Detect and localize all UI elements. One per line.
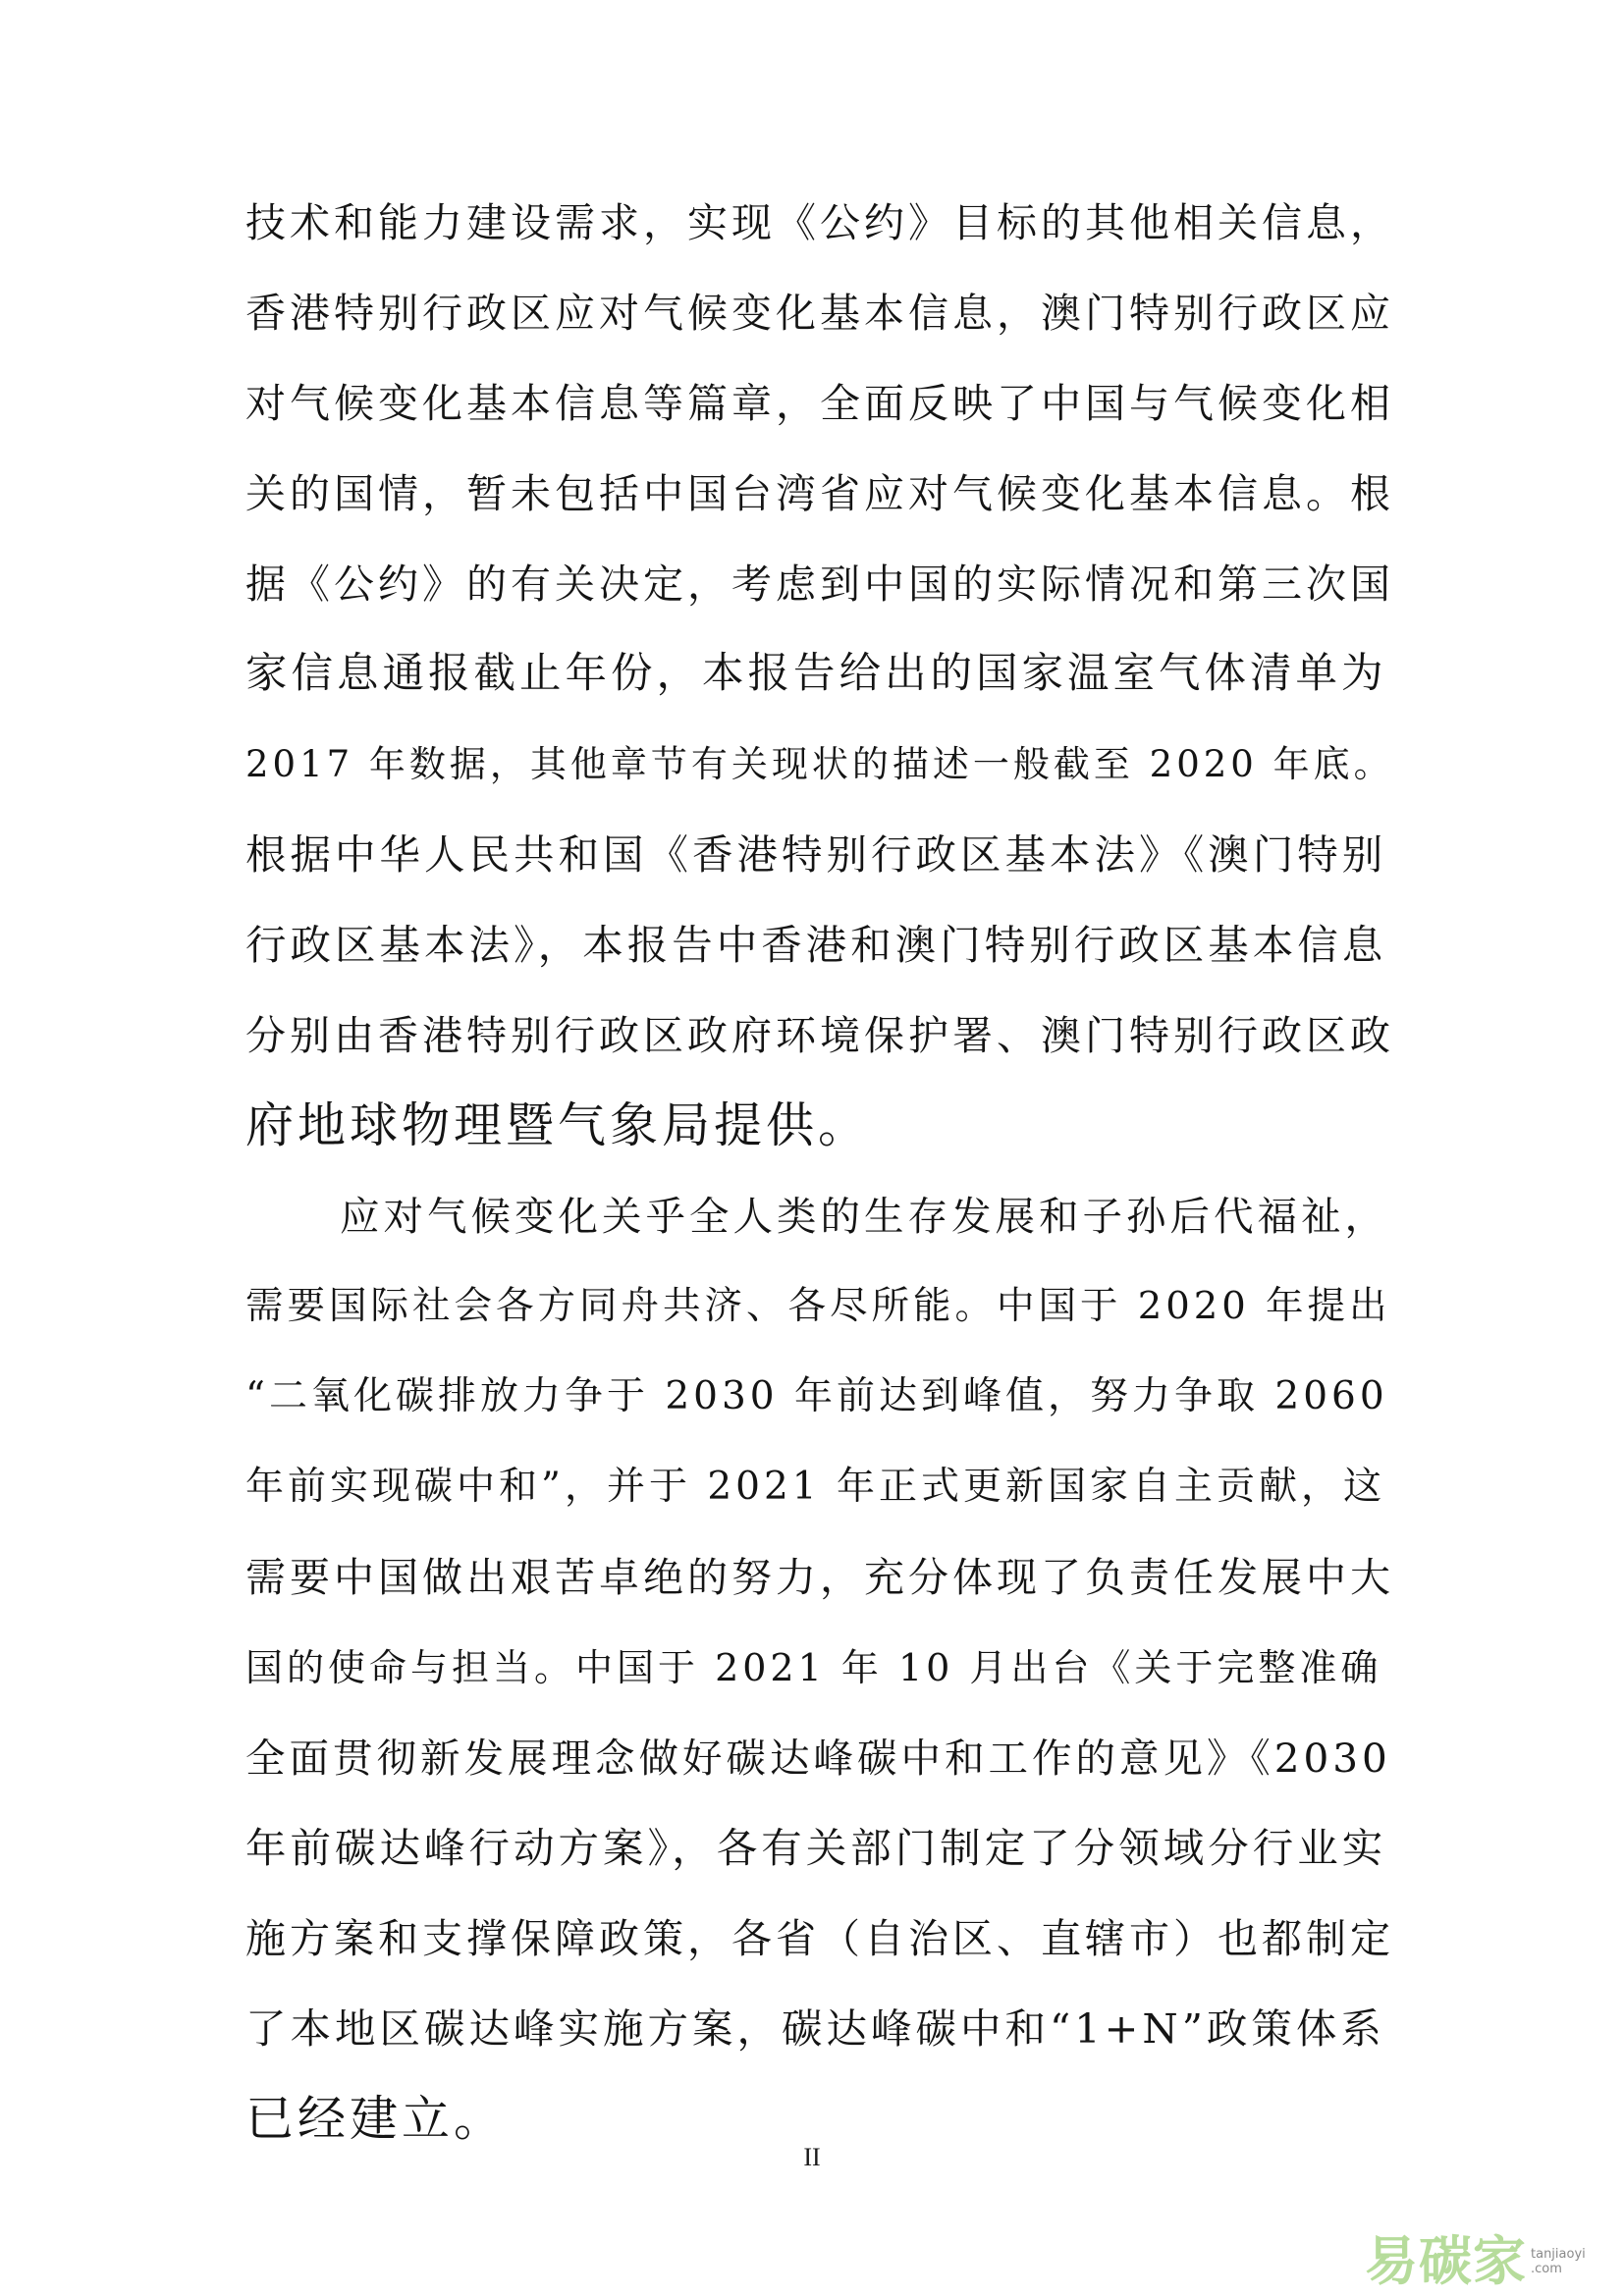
text-line: 了本地区碳达峰实施方案，碳达峰碳中和“1+N”政策体系 [245, 2004, 1385, 2053]
text-line: “二氧化碳排放力争于 2030 年前达到峰值，努力争取 2060 [245, 1374, 1388, 1418]
text-line: 施方案和支撑保障政策，各省（自治区、直辖市）也都制定 [245, 1915, 1394, 1962]
text-line: 府地球物理暨气象局提供。 [245, 1097, 871, 1153]
body-text [245, 185, 1394, 2171]
text-line: 全面贯彻新发展理念做好碳达峰碳中和工作的意见》《2030 [245, 1735, 1391, 1782]
text-line: 分别由香港特别行政区政府环境保护署、澳门特别行政区政 [245, 1012, 1394, 1059]
page-number: II [803, 2143, 821, 2171]
text-line: 香港特别行政区应对气候变化基本信息，澳门特别行政区应 [245, 290, 1394, 337]
text-line: 对气候变化基本信息等篇章，全面反映了中国与气候变化相 [245, 380, 1394, 427]
watermark-domain-line1: tanjiaoyi [1531, 2247, 1586, 2263]
text-line: 已经建立。 [245, 2091, 507, 2147]
text-line: 年前碳达峰行动方案》，各有关部门制定了分领域分行业实 [245, 1824, 1387, 1872]
text-line: 技术和能力建设需求，实现《公约》目标的其他相关信息， [245, 199, 1394, 246]
text-line: 需要中国做出艰苦卓绝的努力，充分体现了负责任发展中大 [245, 1554, 1394, 1601]
text-line: 关的国情，暂未包括中国台湾省应对气候变化基本信息。根 [245, 470, 1394, 517]
text-line: 年前实现碳中和”，并于 2021 年正式更新国家自主贡献，这 [245, 1465, 1385, 1509]
watermark-domain [1531, 2248, 1586, 2276]
paragraph-first-line: 应对气候变化关乎全人类的生存发展和子孙后代福祉， [340, 1193, 1388, 1240]
text-line: 行政区基本法》，本报告中香港和澳门特别行政区基本信息 [245, 921, 1387, 969]
text-line: 国的使命与担当。中国于 2021 年 10 月出台《关于完整准确 [245, 1646, 1382, 1689]
text-line: 需要国际社会各方同舟共济、各尽所能。中国于 2020 年提出 [245, 1284, 1391, 1328]
text-line: 2017 年数据，其他章节有关现状的描述一般截至 2020 年底。 [245, 743, 1394, 785]
text-line: 根据中华人民共和国《香港特别行政区基本法》《澳门特别 [245, 830, 1387, 879]
watermark-domain-line2: .com [1531, 2261, 1562, 2276]
text-line: 据《公约》的有关决定，考虑到中国的实际情况和第三次国 [245, 561, 1394, 608]
watermark-logo: 易碳家 [1365, 2230, 1527, 2292]
text-line: 家信息通报截止年份，本报告给出的国家温室气体清单为 [245, 650, 1387, 698]
site-watermark [1365, 2210, 1610, 2292]
